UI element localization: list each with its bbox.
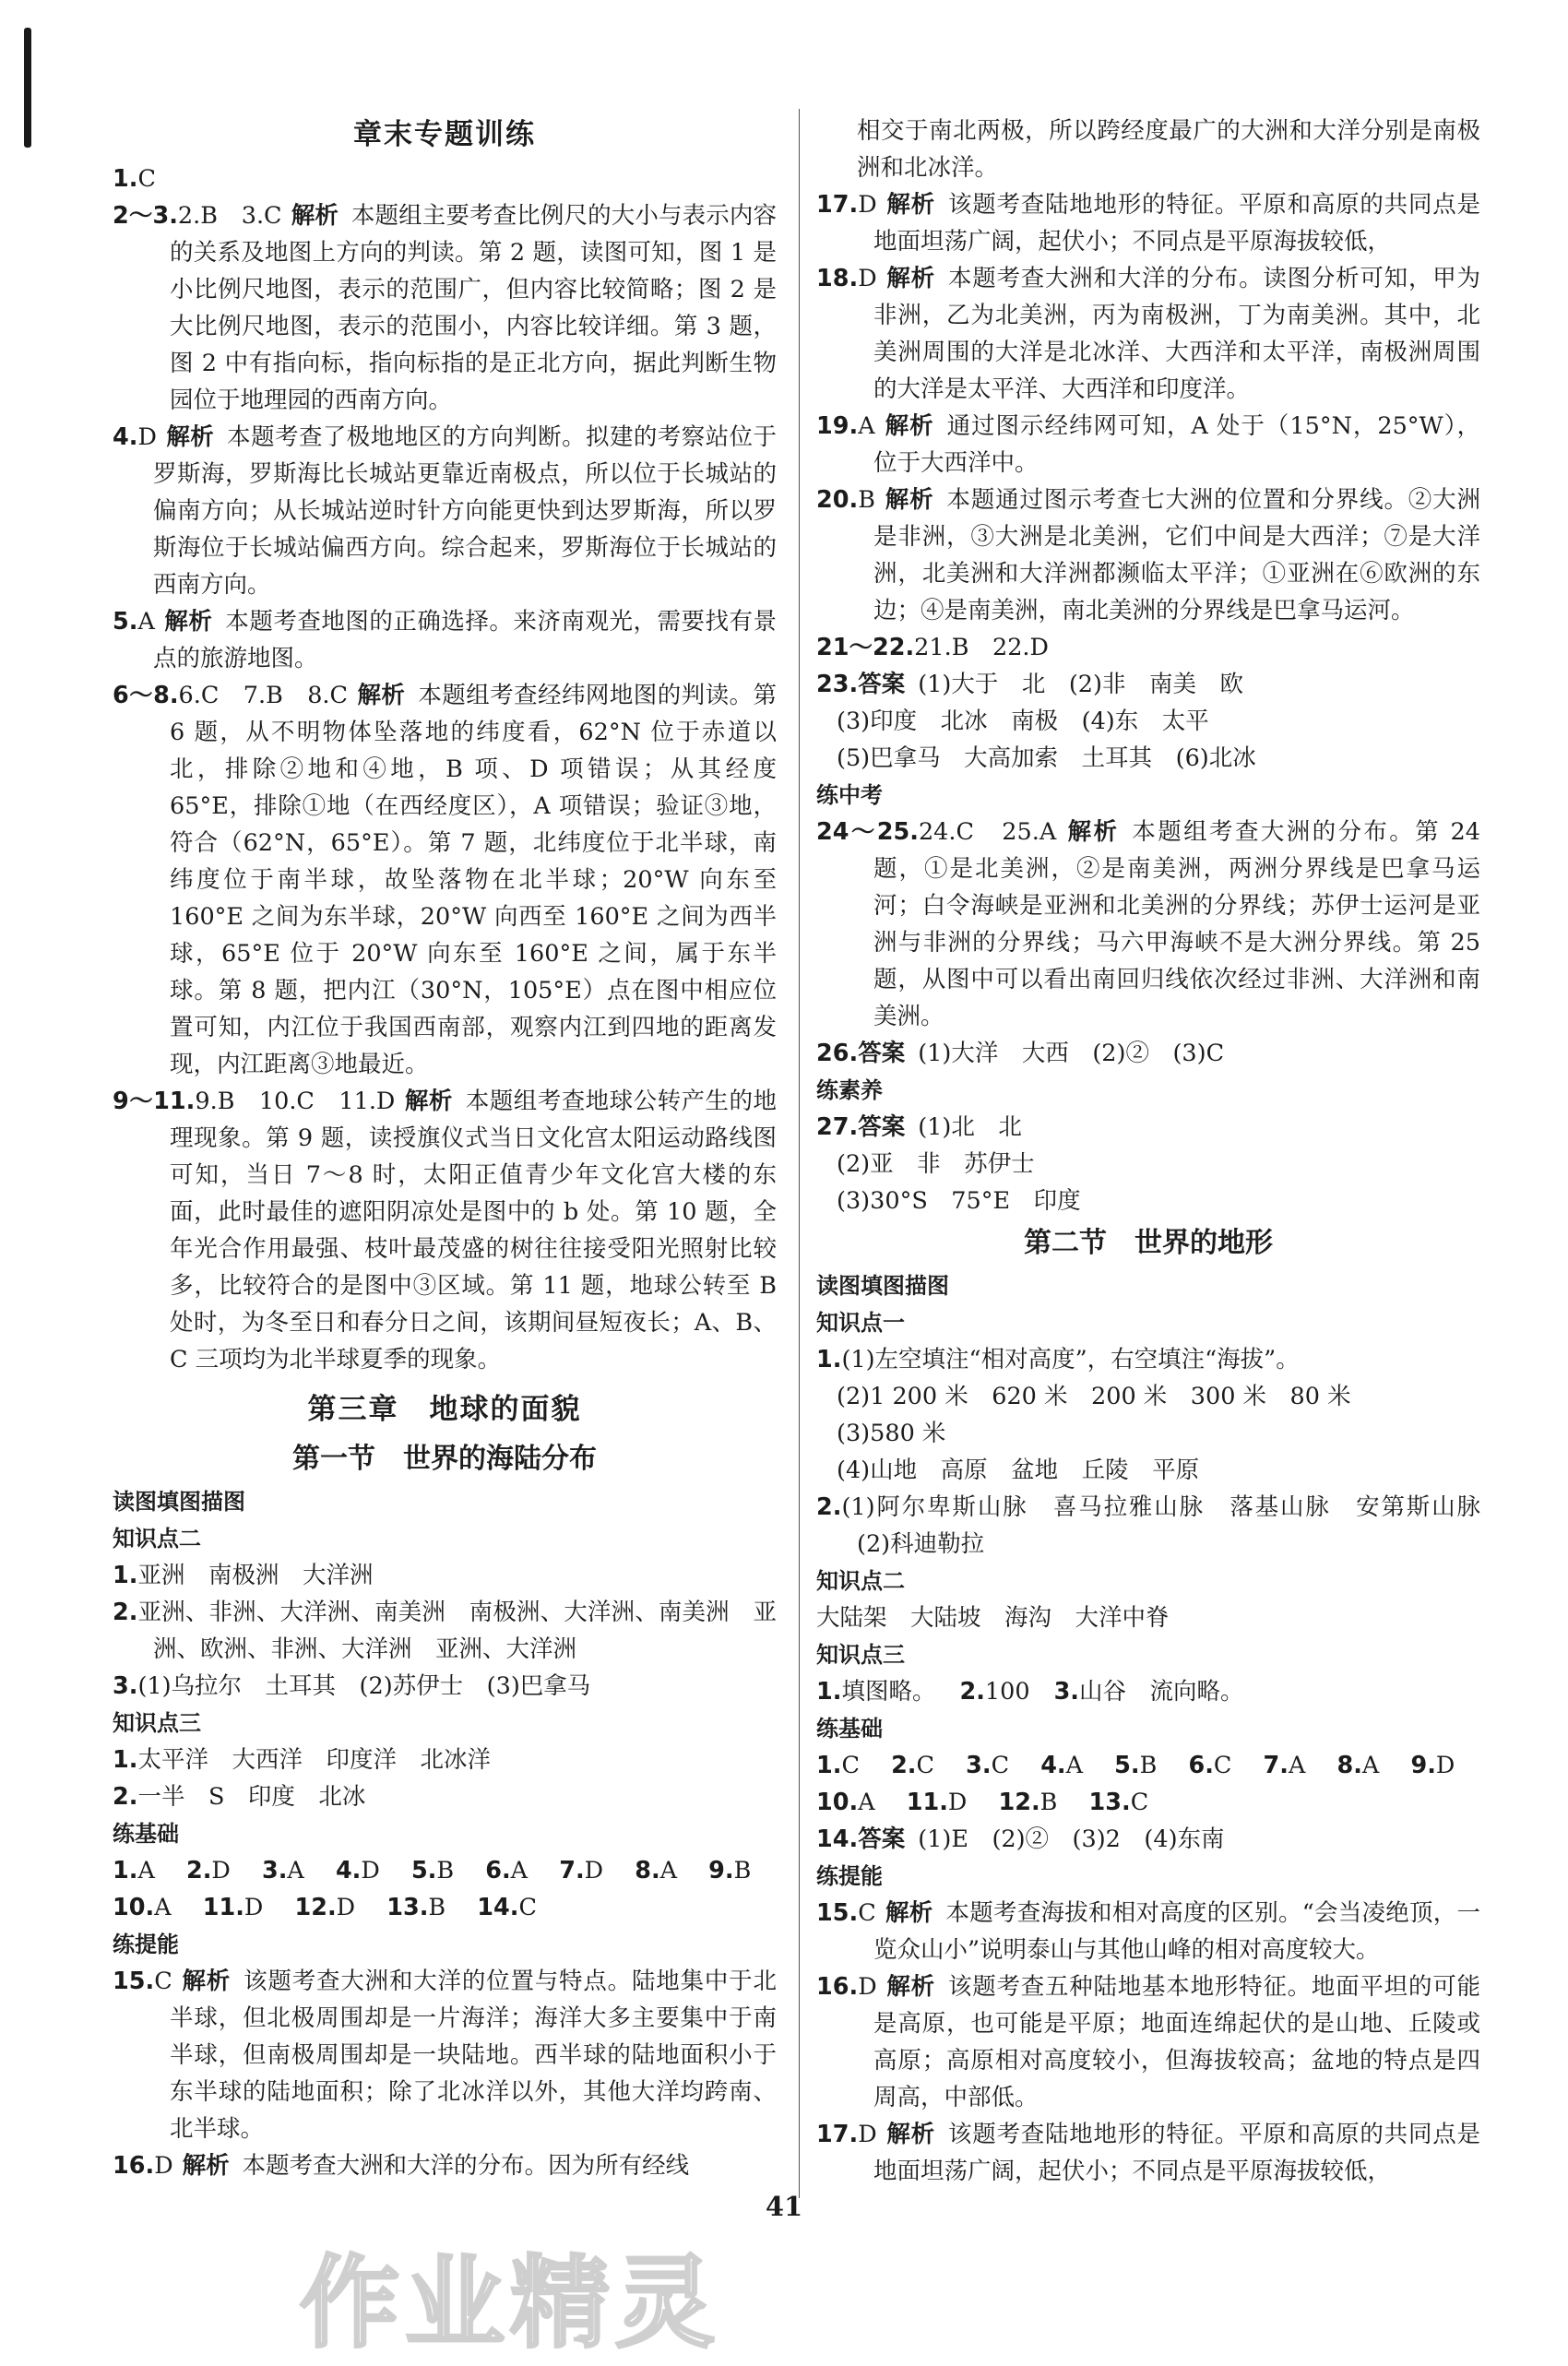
basic-answer: 14.C: [477, 1894, 537, 1921]
basic-answer: 1.C: [816, 1752, 860, 1779]
basic-answers-row-3: [816, 1747, 1480, 1784]
answer-18: 18.D 解析 本题考查大洲和大洋的分布。读图分析可知，甲为非洲，乙为北美洲，丙为南极洲，丁为南美洲。其中，北美洲周围的大洋是北冰洋、大西洋和太平洋，南极洲周围的大洋是太平洋、大西洋和印度洋。: [816, 265, 1480, 403]
page-number: 41: [765, 2191, 803, 2222]
basic-answers-row-4: [816, 1784, 1480, 1821]
k2-item-2: 2.亚洲、非洲、大洋洲、南美洲 南极洲、大洋洲、南美洲 亚洲、欧洲、非洲、大洋洲 亚洲、大洋洲: [113, 1599, 777, 1663]
k1-item-1-line-2: (2)1 200 米 620 米 200 米 300 米 80 米: [837, 1383, 1351, 1410]
basic-answer: 3.C: [966, 1752, 1010, 1779]
answer-20: 20.B 解析 本题通过图示考查七大洲的位置和分界线。②大洲是非洲，③大洲是北美洲，它们中间是大西洋；⑦是大洋洲，北美洲和大洋洲都濒临太平洋；①亚洲在⑥欧洲的东边；④是南美洲，南北美洲的分界线是巴拿马运河。: [816, 486, 1480, 624]
answer-27-line-2: (2)亚 非 苏伊士: [837, 1150, 1035, 1178]
label-advanced-practice-2: 练提能: [816, 1863, 883, 1889]
k1-item-1-line-3: (3)580 米: [837, 1420, 946, 1447]
label-literacy-practice: 练素养: [816, 1077, 883, 1103]
answer-21-22: 21～22.21.B 22.D: [816, 634, 1049, 661]
answer-23: 23.答案 (1)大于 北 (2)非 南美 欧: [816, 671, 1243, 698]
section-2-title: 第二节 世界的地形: [1024, 1227, 1273, 1259]
basic-answer: 4.A: [1040, 1752, 1084, 1779]
answer-15: 15.C 解析 该题考查大洲和大洋的位置与特点。陆地集中于北半球，但北极周围却是一片海洋；海洋大多主要集中于南半球，但南极周围却是一块陆地。西半球的陆地面积小于东半球的陆地面积；除了北冰洋以外，其他大洋均跨南、北半球。: [113, 1968, 777, 2143]
basic-answer: 8.A: [1336, 1752, 1380, 1779]
label-knowledge-1: 知识点一: [816, 1310, 905, 1336]
basic-answer: 12.D: [294, 1894, 356, 1921]
answer-6-8: 6～8.6.C 7.B 8.C 解析 本题组考查经纬网地图的判读。第 6 题，从不明物体坠落地的纬度看，62°N 位于赤道以北，排除②地和④地，B 项、D 项错误；从其经度 65°E，排除①地（在西经度区），A 项错误；验证③地，符合（62°N，65°E）。第 7 题，北纬度位于北半球，南纬度位于南半球，故坠落物在北半球；20°W 向东至 160°E 之间为东半球，20°W 向西至 160°E 之间为西半球，65°E 位于 20°W 向东至 160°E 之间，属于东半球。第 8 题，把内江（30°N，105°E）点在图中相应位置可知，内江位于我国西南部，观察内江到四地的距离发现，内江距离③地最近。: [113, 682, 777, 1078]
basic-answer: 9.D: [1410, 1752, 1455, 1779]
basic-answer: 12.B: [998, 1789, 1058, 1816]
label-exam-practice: 练中考: [816, 782, 883, 808]
label-knowledge-3: 知识点三: [113, 1710, 201, 1736]
basic-answer: 7.A: [1263, 1752, 1306, 1779]
k3-item-1: 1.太平洋 大西洋 印度洋 北冰洋: [113, 1746, 491, 1774]
right-column: [816, 113, 1504, 2190]
k3b-answers: 1.填图略。 2.100 3.山谷 流向略。: [816, 1678, 1244, 1706]
basic-answer: 10.A: [113, 1894, 172, 1921]
answer-19: 19.A 解析 通过图示经纬网可知，A 处于（15°N，25°W），位于大西洋中。: [816, 412, 1480, 477]
chapter-3-title: 第三章 地球的面貌: [307, 1393, 582, 1426]
answer-17: 17.D 解析 该题考查陆地地形的特征。平原和高原的共同点是地面坦荡广阔，起伏小；不同点是平原海拔较低，: [816, 191, 1480, 256]
basic-answer: 5.B: [410, 1857, 455, 1884]
basic-answer: 13.B: [386, 1894, 446, 1921]
answer-24-25: 24～25.24.C 25.A 解析 本题组考查大洲的分布。第 24 题，①是北美洲，②是南美洲，两洲分界线是巴拿马运河；白令海峡是亚洲和北美洲的分界线；苏伊士运河是亚洲与非洲的分界线；马六甲海峡不是大洲分界线。第 25 题，从图中可以看出南回归线依次经过非洲、大洋洲和南美洲。: [816, 818, 1480, 1030]
answer-23-line-3: (5)巴拿马 大高加索 土耳其 (6)北冰: [837, 744, 1256, 772]
basic-answers-row-2: [113, 1889, 777, 1926]
answer-2-3: 2～3.2.B 3.C 解析 本题组主要考查比例尺的大小与表示内容的关系及地图上方向的判读。第 2 题，读图可知，图 1 是小比例尺地图，表示的范围广，但内容比较简略；图 2 是大比例尺地图，表示的范围小，内容比较详细。第 3 题，图 2 中有指向标，指向标指的是正北方向，据此判断生物园位于地理园的西南方向。: [113, 202, 777, 414]
basic-answer: 9.B: [708, 1857, 752, 1884]
label-advanced-practice: 练提能: [113, 1932, 179, 1957]
label-knowledge-3b: 知识点三: [816, 1642, 905, 1668]
section-1-title: 第一节 世界的海陆分布: [292, 1443, 597, 1475]
basic-answer: 11.D: [906, 1789, 968, 1816]
answer-16: 16.D 解析 本题考查大洲和大洋的分布。因为所有经线: [113, 2152, 690, 2180]
basic-answers-row-1: [113, 1852, 777, 1889]
left-column: [113, 109, 777, 2184]
basic-answer: 3.A: [261, 1857, 304, 1884]
label-knowledge-2b: 知识点二: [816, 1568, 905, 1594]
basic-answer: 5.B: [1114, 1752, 1158, 1779]
k2-item-1: 1.亚洲 南极洲 大洋洲: [113, 1562, 374, 1589]
basic-answer: 2.D: [185, 1857, 231, 1884]
binding-mark: [24, 28, 31, 148]
k1-item-1-line-4: (4)山地 高原 盆地 丘陵 平原: [837, 1456, 1200, 1484]
answer-5: 5.A 解析 本题考查地图的正确选择。来济南观光，需要找有景点的旅游地图。: [113, 608, 777, 672]
basic-answer: 2.C: [891, 1752, 935, 1779]
answer-16-continued: 相交于南北两极，所以跨经度最广的大洲和大洋分别是南极洲和北冰洋。: [857, 117, 1480, 182]
answer-16b: 16.D 解析 该题考查五种陆地基本地形特征。地面平坦的可能是高原，也可能是平原；地面连绵起伏的是山地、丘陵或高原；高原相对高度较小，但海拔较高；盆地的特点是四周高，中部低。: [816, 1973, 1480, 2111]
answer-1: 1.C: [113, 165, 156, 193]
k2-item-3: 3.(1)乌拉尔 土耳其 (2)苏伊士 (3)巴拿马: [113, 1672, 591, 1700]
basic-answer: 6.A: [485, 1857, 529, 1884]
answer-14: 14.答案 (1)E (2)② (3)2 (4)东南: [816, 1825, 1225, 1853]
label-read-map-2: 读图填图描图: [816, 1273, 949, 1299]
basic-answer: 7.D: [559, 1857, 604, 1884]
label-basic-practice-2: 练基础: [816, 1716, 883, 1742]
label-read-map: 读图填图描图: [113, 1489, 245, 1515]
k1-item-2: 2.(1)阿尔卑斯山脉 喜马拉雅山脉 落基山脉 安第斯山脉 (2)科迪勒拉: [816, 1493, 1504, 1558]
basic-answer: 6.C: [1188, 1752, 1232, 1779]
basic-answer: 13.C: [1088, 1789, 1149, 1816]
basic-answer: 8.A: [635, 1857, 678, 1884]
answer-4: 4.D 解析 本题考查了极地地区的方向判断。拟建的考察站位于罗斯海，罗斯海比长城站更靠近南极点，所以位于长城站的偏南方向；从长城站逆时针方向能更快到达罗斯海，所以罗斯海位于长城站偏西方向。综合起来，罗斯海位于长城站的西南方向。: [113, 423, 777, 599]
label-knowledge-2: 知识点二: [113, 1526, 201, 1552]
k3-item-2: 2.一半 S 印度 北冰: [113, 1783, 366, 1811]
watermark-logo: 作业精灵: [300, 2246, 721, 2361]
answer-23-line-2: (3)印度 北冰 南极 (4)东 太平: [837, 707, 1209, 735]
label-basic-practice: 练基础: [113, 1821, 179, 1847]
basic-answer: 11.D: [202, 1894, 264, 1921]
column-divider: [799, 109, 800, 2198]
basic-answer: 10.A: [816, 1789, 875, 1816]
k2b-answers: 大陆架 大陆坡 海沟 大洋中脊: [816, 1604, 1170, 1632]
answer-26: 26.答案 (1)大洋 大西 (2)② (3)C: [816, 1040, 1225, 1067]
answer-17b: 17.D 解析 该题考查陆地地形的特征。平原和高原的共同点是地面坦荡广阔，起伏小；不同点是平原海拔较低，: [816, 2121, 1480, 2185]
answer-15b: 15.C 解析 本题考查海拔和相对高度的区别。“会当凌绝顶，一览众山小”说明泰山与其他山峰的相对高度较大。: [816, 1899, 1480, 1964]
k1-item-1: 1.(1)左空填注“相对高度”，右空填注“海拔”。: [816, 1346, 1300, 1373]
basic-answer: 4.D: [335, 1857, 380, 1884]
chapter-review-title: 章末专题训练: [353, 118, 536, 151]
basic-answer: 1.A: [113, 1857, 155, 1884]
answer-27: 27.答案 (1)北 北: [816, 1113, 1022, 1141]
answer-27-line-3: (3)30°S 75°E 印度: [837, 1187, 1081, 1215]
answer-9-11: 9～11.9.B 10.C 11.D 解析 本题组考查地球公转产生的地理现象。第 9 题，读授旗仪式当日文化宫太阳运动路线图可知，当日 7～8 时，太阳正值青少年文化宫大楼的东面，此时最佳的遮阳阴凉处是图中的 b 处。第 10 题，全年光合作用最强、枝叶最茂盛的树往往接受阳光照射比较多，比较符合的是图中③区域。第 11 题，地球公转至 B 处时，为冬至日和春分日之间，该期间昼短夜长；A、B、C 三项均为北半球夏季的现象。: [113, 1088, 777, 1373]
